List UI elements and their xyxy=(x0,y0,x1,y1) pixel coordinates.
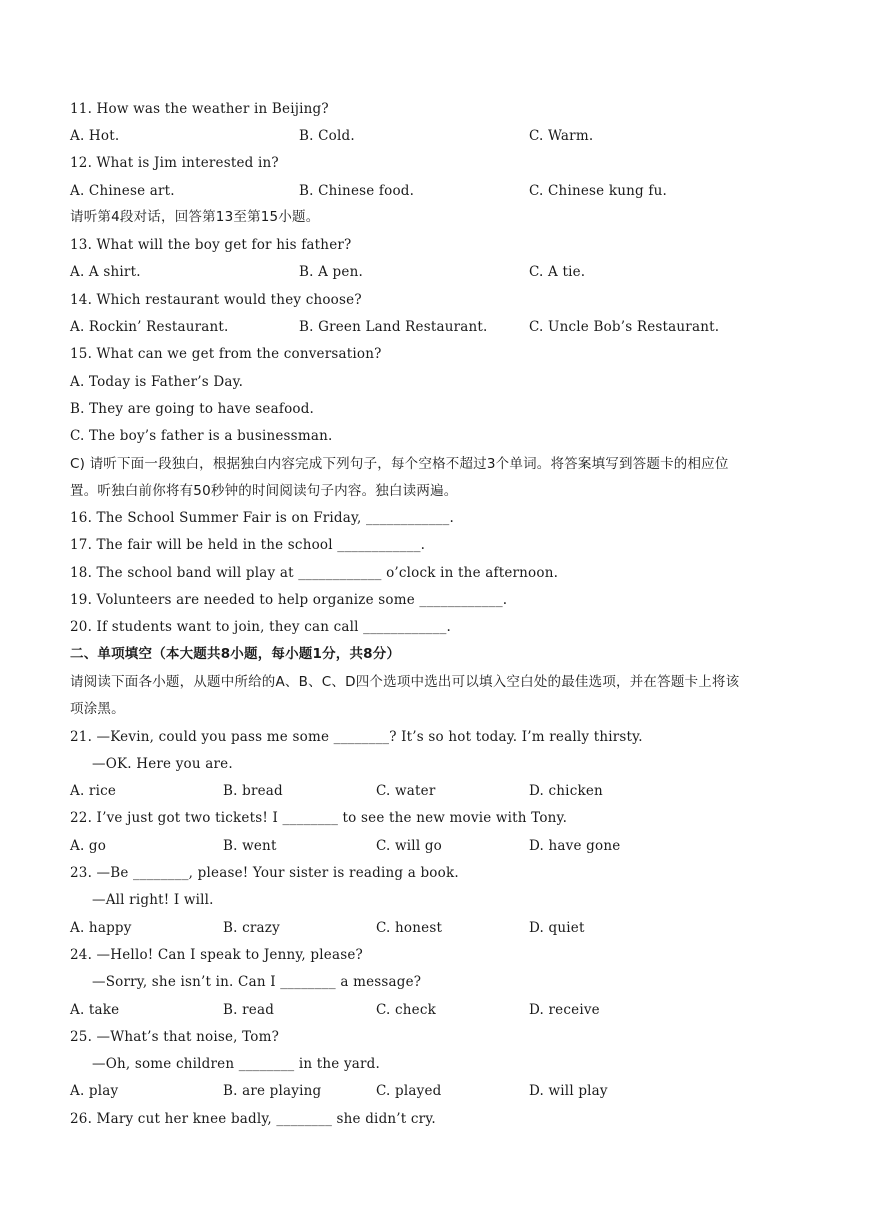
answer-option: C. Uncle Bob’s Restaurant. xyxy=(529,319,720,335)
question-text: 15. What can we get from the conversation? xyxy=(70,346,382,362)
question-text: 17. The fair will be held in the school ____________. xyxy=(70,537,426,553)
answer-option: A. happy xyxy=(70,920,132,936)
answer-option: D. have gone xyxy=(529,838,621,854)
instruction-text: 置。听独白前你将有50秒钟的时间阅读句子内容。独白读两遍。 xyxy=(70,483,458,499)
answer-option: B. Green Land Restaurant. xyxy=(299,319,488,335)
answer-option: C. check xyxy=(376,1002,437,1018)
answer-option: A. rice xyxy=(70,783,117,799)
question-text: 25. —What’s that noise, Tom? xyxy=(70,1029,280,1045)
answer-option: C. water xyxy=(376,783,436,799)
answer-option: A. play xyxy=(70,1083,119,1099)
answer-option: B. crazy xyxy=(223,920,280,936)
question-text: 19. Volunteers are needed to help organize some ____________. xyxy=(70,592,508,608)
answer-option: C. played xyxy=(376,1083,442,1099)
section-heading: 二、单项填空（本大题共8小题，每小题1分，共8分） xyxy=(70,646,401,662)
answer-option: B. are playing xyxy=(223,1083,322,1099)
instruction-text: 项涂黑。 xyxy=(70,701,125,717)
question-text: 22. I’ve just got two tickets! I ________ to see the new movie with Tony. xyxy=(70,810,568,826)
answer-option: A. Rockin’ Restaurant. xyxy=(70,319,229,335)
question-text: 21. —Kevin, could you pass me some ________? It’s so hot today. I’m really thirsty. xyxy=(70,729,643,745)
answer-option: B. A pen. xyxy=(299,264,363,280)
answer-option: D. will play xyxy=(529,1083,608,1099)
answer-option: C. A tie. xyxy=(529,264,586,280)
question-text: 13. What will the boy get for his father? xyxy=(70,237,352,253)
answer-option: C. Chinese kung fu. xyxy=(529,183,667,199)
question-text: 18. The school band will play at ____________ o’clock in the afternoon. xyxy=(70,565,559,581)
instruction-text: C) 请听下面一段独白，根据独白内容完成下列句子，每个空格不超过3个单词。将答案填写到答题卡的相应位 xyxy=(70,456,729,472)
answer-option: A. Hot. xyxy=(70,128,120,144)
question-text: 20. If students want to join, they can call ____________. xyxy=(70,619,452,635)
dialogue-line: —Oh, some children ________ in the yard. xyxy=(92,1056,380,1072)
answer-option: B. Cold. xyxy=(299,128,355,144)
answer-option: D. receive xyxy=(529,1002,600,1018)
answer-option: B. They are going to have seafood. xyxy=(70,401,315,417)
question-text: 14. Which restaurant would they choose? xyxy=(70,292,362,308)
question-text: 16. The School Summer Fair is on Friday, ____________. xyxy=(70,510,454,526)
answer-option: D. chicken xyxy=(529,783,603,799)
instruction-text: 请阅读下面各小题，从题中所给的A、B、C、D四个选项中选出可以填入空白处的最佳选项，并在答题卡上将该 xyxy=(70,674,740,690)
answer-option: B. went xyxy=(223,838,277,854)
dialogue-line: —All right! I will. xyxy=(92,892,214,908)
answer-option: A. go xyxy=(70,838,107,854)
dialogue-line: —OK. Here you are. xyxy=(92,756,233,772)
answer-option: D. quiet xyxy=(529,920,585,936)
answer-option: A. Today is Father’s Day. xyxy=(70,374,244,390)
instruction-text: 请听第4段对话，回答第13至第15小题。 xyxy=(70,209,320,225)
answer-option: A. Chinese art. xyxy=(70,183,175,199)
answer-option: B. Chinese food. xyxy=(299,183,415,199)
answer-option: A. take xyxy=(70,1002,120,1018)
answer-option: B. read xyxy=(223,1002,275,1018)
question-text: 26. Mary cut her knee badly, ________ she didn’t cry. xyxy=(70,1111,436,1127)
answer-option: C. The boy’s father is a businessman. xyxy=(70,428,333,444)
question-text: 23. —Be ________, please! Your sister is reading a book. xyxy=(70,865,459,881)
dialogue-line: —Sorry, she isn’t in. Can I ________ a message? xyxy=(92,974,422,990)
answer-option: C. honest xyxy=(376,920,443,936)
answer-option: C. will go xyxy=(376,838,442,854)
question-text: 11. How was the weather in Beijing? xyxy=(70,101,329,117)
question-text: 24. —Hello! Can I speak to Jenny, please? xyxy=(70,947,363,963)
question-text: 12. What is Jim interested in? xyxy=(70,155,279,171)
answer-option: C. Warm. xyxy=(529,128,594,144)
answer-option: A. A shirt. xyxy=(70,264,141,280)
answer-option: B. bread xyxy=(223,783,283,799)
